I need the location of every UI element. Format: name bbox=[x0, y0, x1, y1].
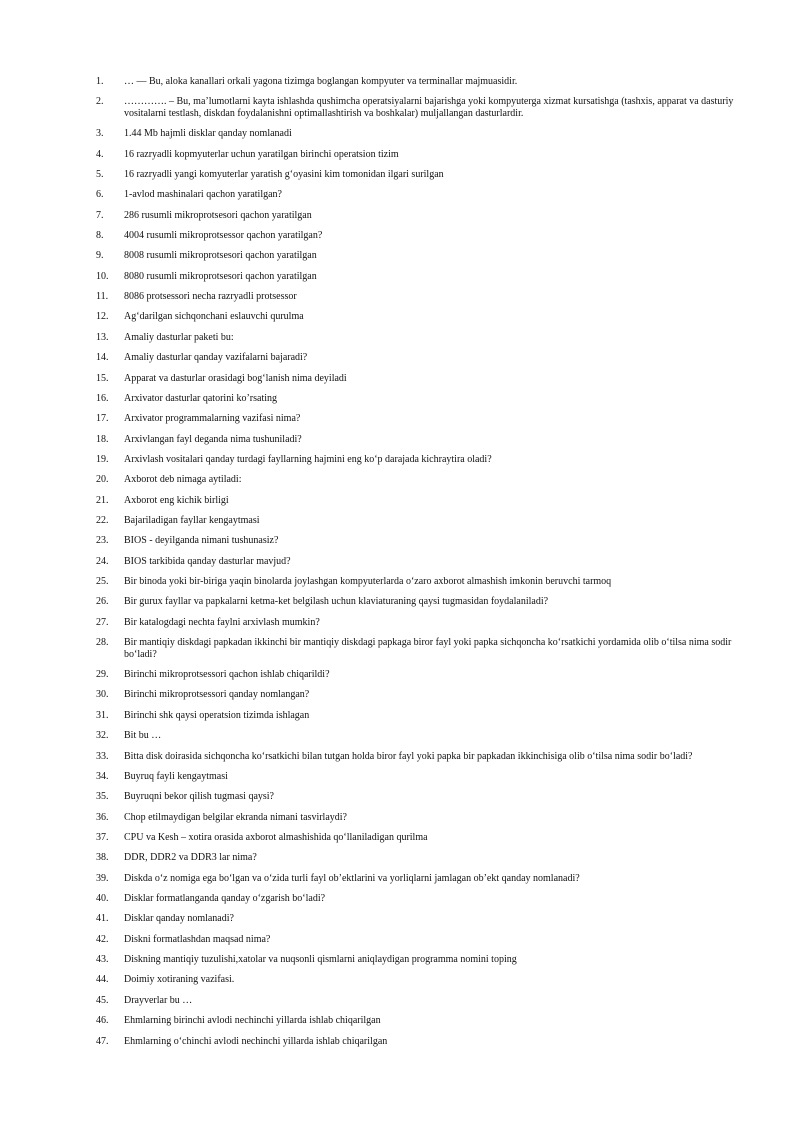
question-text: Bir gurux fayllar va papkalarni ketma-ket belgilash uchun klaviaturaning qaysi tugmasidan foydalaniladi? bbox=[124, 596, 549, 608]
question-text: Amaliy dasturlar qanday vazifalarni bajaradi? bbox=[124, 352, 308, 364]
question-number: 22. bbox=[96, 515, 109, 527]
question-text: 4004 rusumli mikroprotsessor qachon yaratilgan? bbox=[124, 230, 323, 242]
question-number: 2. bbox=[96, 96, 104, 108]
question-number: 1. bbox=[96, 76, 104, 87]
question-number: 37. bbox=[96, 831, 109, 843]
question-item bbox=[96, 169, 746, 181]
question-number: 11. bbox=[96, 291, 109, 303]
question-number: 28. bbox=[96, 637, 109, 649]
question-text: 16 razryadli kopmyuterlar uchun yaratilgan birinchi operatsion tizim bbox=[124, 148, 399, 160]
question-number: 42. bbox=[96, 933, 109, 945]
question-item bbox=[96, 535, 746, 547]
question-number: 18. bbox=[96, 433, 109, 445]
question-number: 43. bbox=[96, 954, 109, 966]
question-text: Birinchi shk qaysi operatsion tizimda ishlagan bbox=[124, 709, 310, 721]
question-item bbox=[96, 995, 746, 1007]
question-text: Disklar qanday nomlanadi? bbox=[124, 913, 234, 925]
question-text: Bajariladigan fayllar kengaytmasi bbox=[124, 515, 260, 527]
question-number: 5. bbox=[96, 168, 104, 180]
question-item bbox=[96, 393, 746, 405]
question-item bbox=[96, 710, 746, 722]
question-number: 36. bbox=[96, 811, 109, 823]
question-text: Arxivlash vositalari qanday turdagi fayllarning hajmini eng ko‘p darajada kichraytira oladi? bbox=[124, 453, 492, 465]
question-item bbox=[96, 791, 746, 803]
question-item bbox=[96, 189, 746, 201]
question-number: 34. bbox=[96, 770, 109, 782]
question-text: Diskda o‘z nomiga ega bo‘lgan va o‘zida turli fayl ob’ektlarini va yorliqlarni jamlagan ob’ekt qanday nomlanadi? bbox=[124, 872, 580, 884]
question-number: 12. bbox=[96, 311, 109, 323]
question-number: 32. bbox=[96, 730, 109, 742]
question-text: Disklar formatlanganda qanday o‘zgarish bo‘ladi? bbox=[124, 893, 326, 905]
question-number: 40. bbox=[96, 893, 109, 905]
question-item bbox=[96, 413, 746, 425]
question-number: 25. bbox=[96, 576, 109, 588]
question-text: Birinchi mikroprotsessori qanday nomlangan? bbox=[124, 689, 310, 701]
question-item bbox=[96, 669, 746, 681]
question-number: 38. bbox=[96, 852, 109, 864]
question-item bbox=[96, 434, 746, 446]
question-text: Bir katalogdagi nechta faylni arxivlash mumkin? bbox=[124, 616, 320, 628]
question-text: Buyruqni bekor qilish tugmasi qaysi? bbox=[124, 791, 274, 803]
question-item bbox=[96, 76, 746, 88]
question-text: Diskning mantiqiy tuzulishi,xatolar va nuqsonli qismlarni aniqlaydigan programma nomini toping bbox=[124, 954, 517, 966]
question-item bbox=[96, 495, 746, 507]
question-item bbox=[96, 454, 746, 466]
question-item bbox=[96, 913, 746, 925]
question-item bbox=[96, 617, 746, 629]
question-item bbox=[96, 576, 746, 588]
question-number: 9. bbox=[96, 250, 104, 262]
question-number: 46. bbox=[96, 1015, 109, 1027]
question-text: 8086 protsessori necha razryadli protsessor bbox=[124, 291, 297, 303]
question-item bbox=[96, 974, 746, 986]
question-number: 24. bbox=[96, 555, 109, 567]
question-text: Ehmlarning o‘chinchi avlodi nechinchi yillarda ishlab chiqarilgan bbox=[124, 1035, 388, 1047]
question-number: 41. bbox=[96, 913, 109, 925]
question-number: 33. bbox=[96, 750, 109, 762]
question-number: 44. bbox=[96, 974, 109, 986]
question-number: 14. bbox=[96, 352, 109, 364]
question-text: Diskni formatlashdan maqsad nima? bbox=[124, 933, 271, 945]
question-number: 7. bbox=[96, 209, 104, 221]
question-list bbox=[96, 76, 746, 1056]
question-text: … — Bu, aloka kanallari orkali yagona tizimga boglangan kompyuter va terminallar majmuasidir. bbox=[124, 76, 518, 87]
question-item bbox=[96, 637, 746, 660]
question-text: Bir mantiqiy diskdagi papkadan ikkinchi bir mantiqiy diskdagi papkaga biror fayl yoki papka sichqoncha ko‘rsatkichi yordamida olib o‘tilsa nima sodir bo‘ladi? bbox=[124, 637, 732, 660]
question-number: 19. bbox=[96, 453, 109, 465]
question-text: Arxivator programmalarning vazifasi nima? bbox=[124, 413, 301, 425]
question-item bbox=[96, 1036, 746, 1048]
question-number: 20. bbox=[96, 474, 109, 486]
question-number: 16. bbox=[96, 392, 109, 404]
question-item bbox=[96, 730, 746, 742]
question-number: 6. bbox=[96, 189, 104, 201]
question-text: Ehmlarning birinchi avlodi nechinchi yillarda ishlab chiqarilgan bbox=[124, 1015, 381, 1027]
question-text: Apparat va dasturlar orasidagi bog‘lanish nima deyiladi bbox=[124, 372, 347, 384]
question-number: 8. bbox=[96, 230, 104, 242]
question-item bbox=[96, 373, 746, 385]
question-item bbox=[96, 96, 746, 119]
question-item bbox=[96, 596, 746, 608]
question-text: DDR, DDR2 va DDR3 lar nima? bbox=[124, 852, 257, 864]
question-text: Birinchi mikroprotsessori qachon ishlab chiqarildi? bbox=[124, 669, 330, 681]
question-item bbox=[96, 149, 746, 161]
question-number: 31. bbox=[96, 709, 109, 721]
question-number: 13. bbox=[96, 331, 109, 343]
question-item bbox=[96, 812, 746, 824]
question-item bbox=[96, 332, 746, 344]
question-text: Buyruq fayli kengaytmasi bbox=[124, 770, 228, 782]
question-number: 4. bbox=[96, 148, 104, 160]
question-number: 21. bbox=[96, 494, 109, 506]
question-item bbox=[96, 852, 746, 864]
question-item bbox=[96, 311, 746, 323]
question-number: 23. bbox=[96, 535, 109, 547]
question-item bbox=[96, 954, 746, 966]
question-number: 39. bbox=[96, 872, 109, 884]
question-item bbox=[96, 689, 746, 701]
question-number: 15. bbox=[96, 372, 109, 384]
question-text: Bit bu … bbox=[124, 730, 162, 742]
question-item bbox=[96, 271, 746, 283]
question-item bbox=[96, 893, 746, 905]
question-number: 35. bbox=[96, 791, 109, 803]
question-text: 1-avlod mashinalari qachon yaratilgan? bbox=[124, 189, 282, 201]
question-item bbox=[96, 934, 746, 946]
question-text: CPU va Kesh – xotira orasida axborot almashishida qo‘llaniladigan qurilma bbox=[124, 831, 428, 843]
question-number: 30. bbox=[96, 689, 109, 701]
question-text: 1.44 Mb hajmli disklar qanday nomlanadi bbox=[124, 128, 292, 140]
question-item bbox=[96, 474, 746, 486]
question-text: Arxivator dasturlar qatorini ko’rsating bbox=[124, 392, 278, 404]
question-text: BIOS tarkibida qanday dasturlar mavjud? bbox=[124, 555, 291, 567]
question-text: Chop etilmaydigan belgilar ekranda nimani tasvirlaydi? bbox=[124, 811, 347, 823]
question-number: 29. bbox=[96, 669, 109, 681]
question-text: Bir binoda yoki bir-biriga yaqin binolarda joylashgan kompyuterlarda o‘zaro axborot almashish imkonin beruvchi tarmoq bbox=[124, 576, 612, 588]
question-number: 3. bbox=[96, 128, 104, 140]
question-number: 17. bbox=[96, 413, 109, 425]
question-text: Drayverlar bu … bbox=[124, 994, 193, 1006]
question-text: 8008 rusumli mikroprotsesori qachon yaratilgan bbox=[124, 250, 317, 262]
question-item bbox=[96, 352, 746, 364]
question-item bbox=[96, 250, 746, 262]
question-number: 47. bbox=[96, 1035, 109, 1047]
question-number: 10. bbox=[96, 270, 109, 282]
question-number: 27. bbox=[96, 616, 109, 628]
question-text: …………. – Bu, ma’lumotlarni kayta ishlashda qushimcha operatsiyalarni bajarishga yoki kompyuterga xizmat kursatishga (tashxis, apparat va dasturiy vositalarni testlash, diskdan foydalanishni optimallashtirish va boshkalar) muljallangan dasturlardir. bbox=[124, 96, 734, 119]
question-text: 16 razryadli yangi komyuterlar yaratish g‘oyasini kim tomonidan ilgari surilgan bbox=[124, 168, 444, 180]
question-item bbox=[96, 832, 746, 844]
question-text: Axborot eng kichik birligi bbox=[124, 494, 229, 506]
question-text: Bitta disk doirasida sichqoncha ko‘rsatkichi bilan tutgan holda biror fayl yoki papka bir papkadan ikkinchisiga olib o‘tilsa nima sodir bo‘ladi? bbox=[124, 750, 693, 762]
question-text: Arxivlangan fayl deganda nima tushuniladi? bbox=[124, 433, 302, 445]
question-item bbox=[96, 230, 746, 242]
question-number: 26. bbox=[96, 596, 109, 608]
question-text: Ag‘darilgan sichqonchani eslauvchi qurulma bbox=[124, 311, 304, 323]
question-item bbox=[96, 556, 746, 568]
question-item bbox=[96, 751, 746, 763]
question-item bbox=[96, 873, 746, 885]
question-item bbox=[96, 771, 746, 783]
question-text: BIOS - deyilganda nimani tushunasiz? bbox=[124, 535, 279, 547]
question-number: 45. bbox=[96, 994, 109, 1006]
question-text: 8080 rusumli mikroprotsesori qachon yaratilgan bbox=[124, 270, 317, 282]
question-text: Amaliy dasturlar paketi bu: bbox=[124, 331, 234, 343]
question-item bbox=[96, 291, 746, 303]
question-item bbox=[96, 210, 746, 222]
question-text: Doimiy xotiraning vazifasi. bbox=[124, 974, 235, 986]
question-item bbox=[96, 1015, 746, 1027]
question-item bbox=[96, 515, 746, 527]
question-item bbox=[96, 128, 746, 140]
question-text: Axborot deb nimaga aytiladi: bbox=[124, 474, 242, 486]
question-text: 286 rusumli mikroprotsesori qachon yaratilgan bbox=[124, 209, 312, 221]
